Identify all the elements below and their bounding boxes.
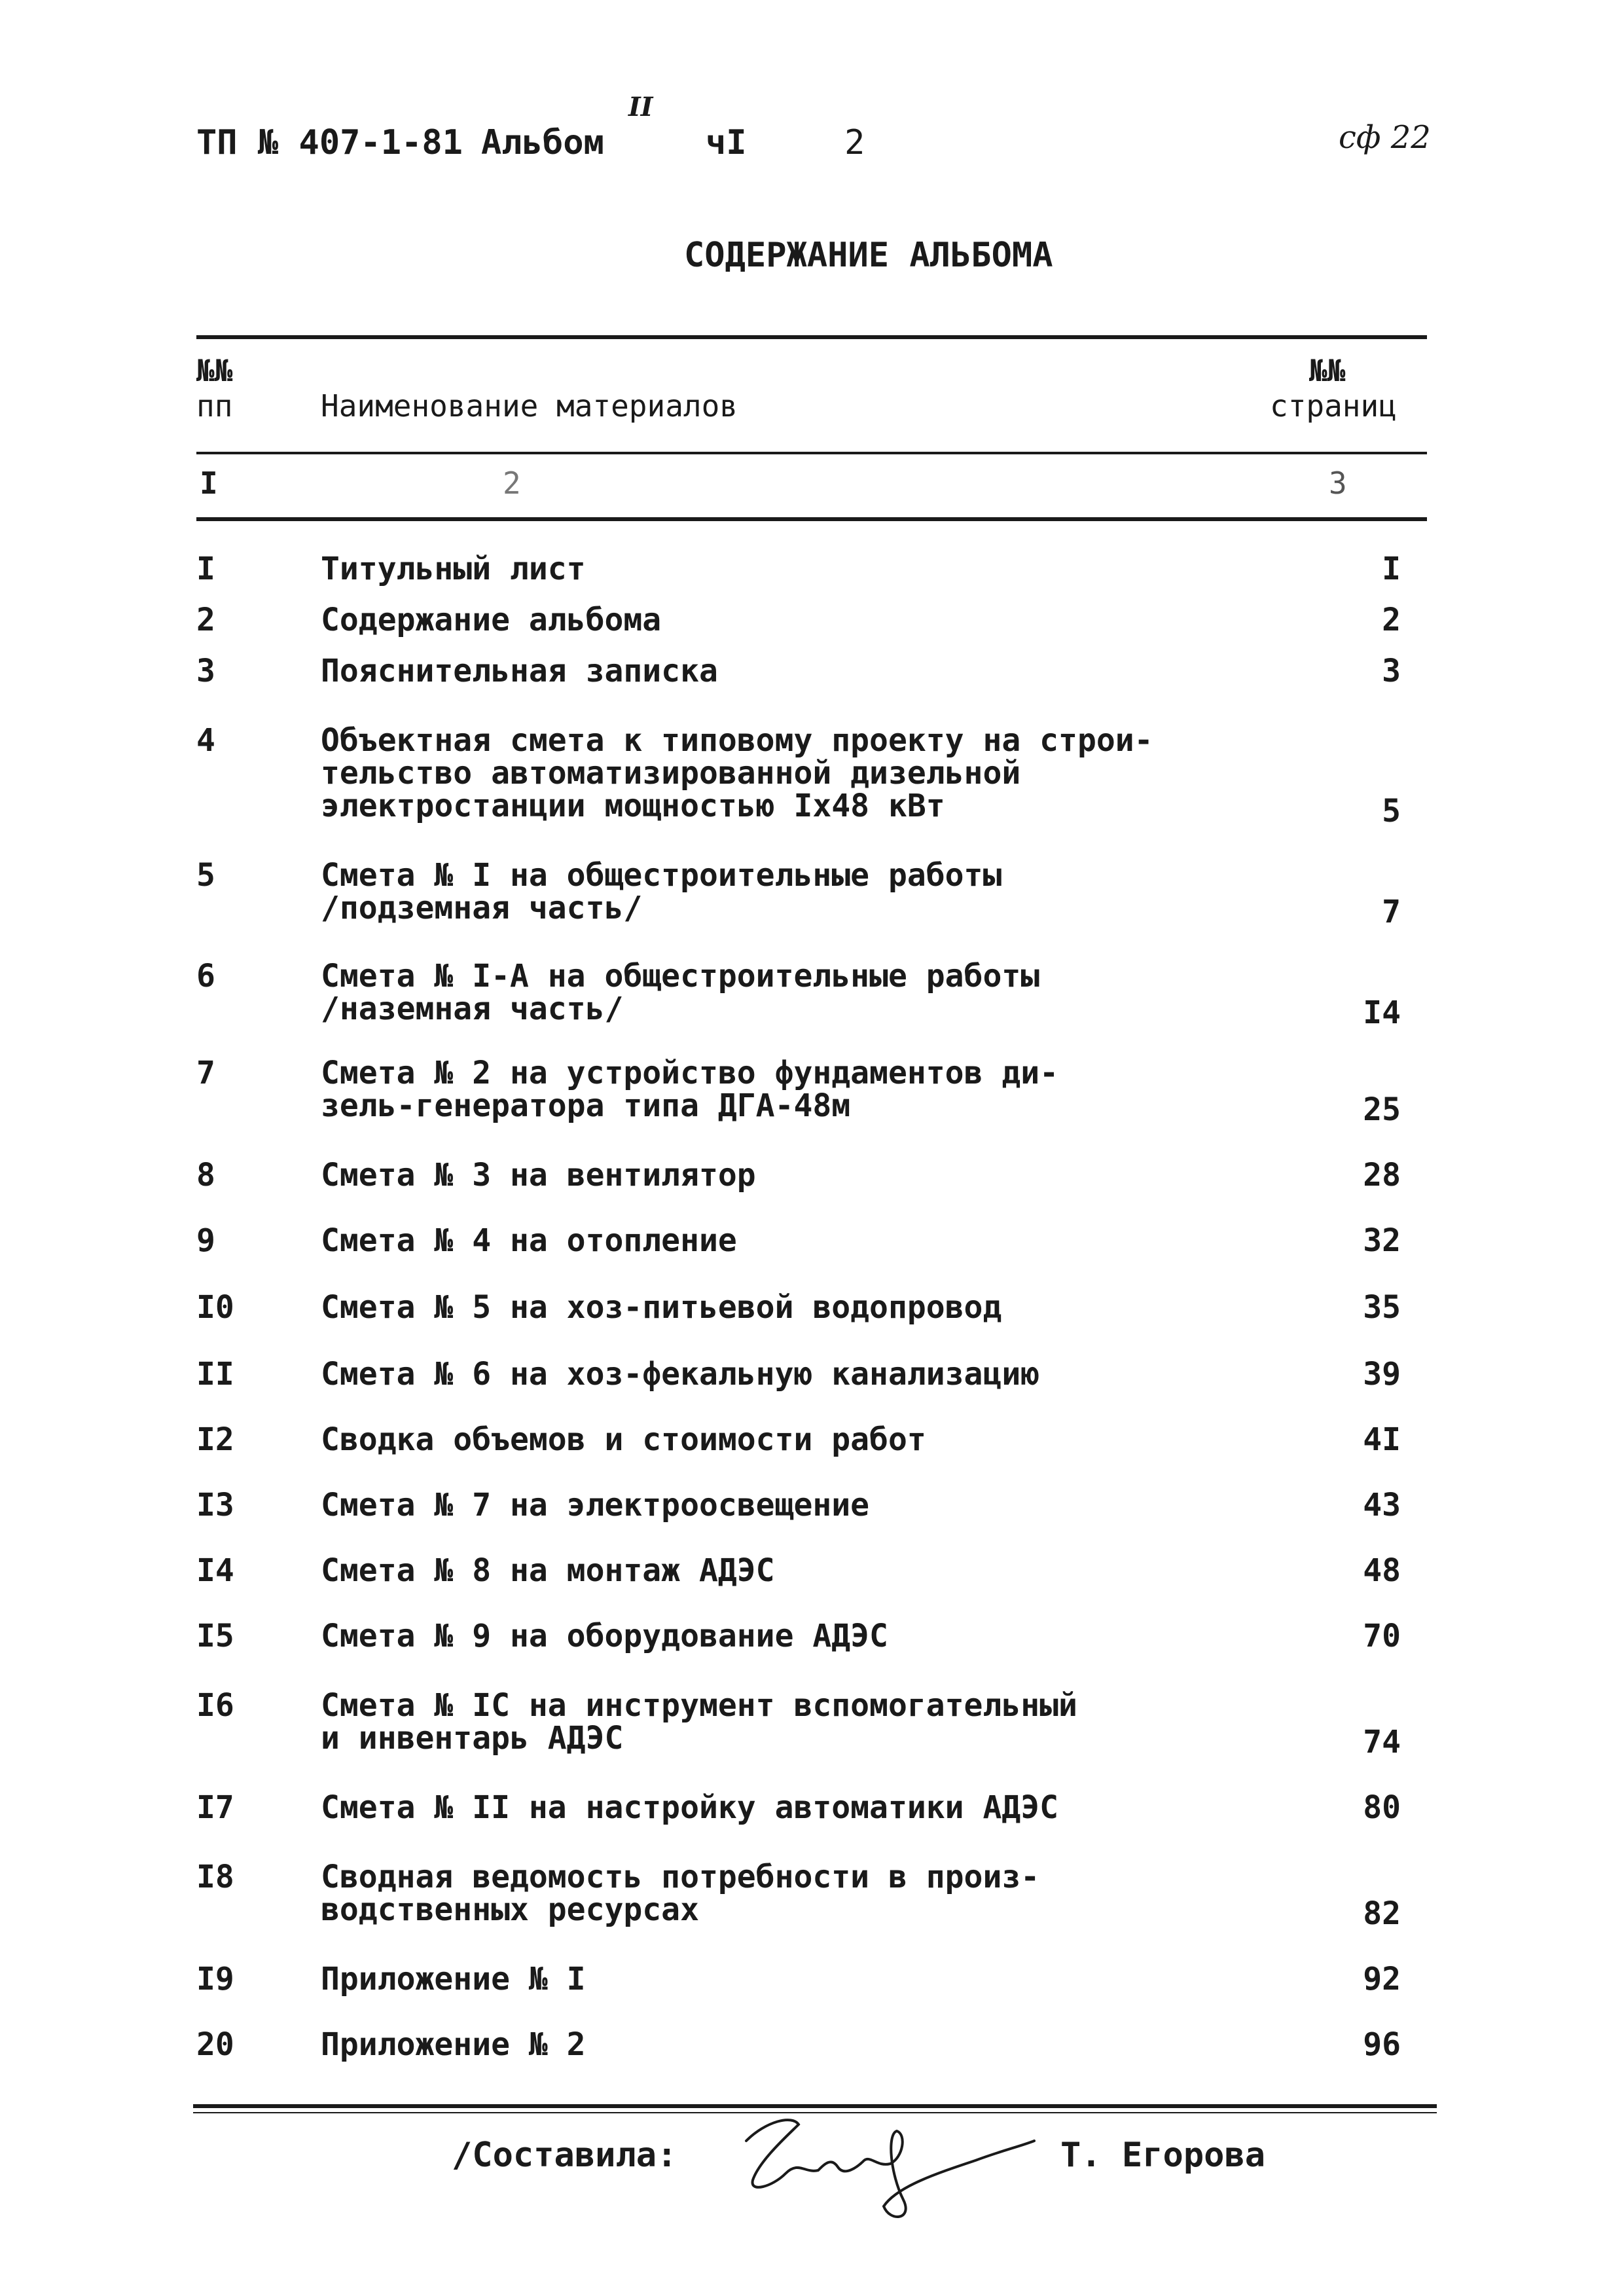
row-page: 80 (1363, 1789, 1401, 1826)
row-number: I7 (196, 1789, 234, 1826)
row-number: I4 (196, 1552, 234, 1589)
row-title-line-2: зель-генератора типа ДГА-48м (321, 1087, 851, 1124)
row-number: 8 (196, 1157, 215, 1194)
row-title-line-2: /наземная часть/ (321, 991, 624, 1027)
table-row (196, 1859, 1427, 1931)
row-title-line-2: и инвентарь АДЭС (321, 1720, 624, 1757)
row-page: 7 (1382, 894, 1401, 930)
row-number: I9 (196, 1961, 234, 1997)
row-page: 96 (1363, 2026, 1401, 2063)
row-title: Смета № 9 на оборудование АДЭС (321, 1618, 888, 1654)
row-page: 5 (1382, 793, 1401, 829)
row-title: Смета № 6 на хоз-фекальную канализацию (321, 1356, 1040, 1393)
row-title-line-2: водственных ресурсах (321, 1891, 699, 1928)
row-page: 70 (1363, 1618, 1401, 1654)
row-title: Смета № 5 на хоз-питьевой водопровод (321, 1289, 1002, 1326)
row-number: I3 (196, 1487, 234, 1523)
row-title-line-2: /подземная часть/ (321, 890, 643, 926)
col-number-2: 2 (503, 465, 521, 501)
table-row (196, 858, 1427, 930)
row-title: Пояснительная записка (321, 653, 718, 689)
row-page: 82 (1363, 1895, 1401, 1932)
album-number: II (628, 92, 653, 122)
row-page: 48 (1363, 1552, 1401, 1589)
page-number: 2 (844, 123, 865, 162)
row-number: 4 (196, 722, 215, 759)
row-number: I6 (196, 1687, 234, 1724)
row-title-line-1: Объектная смета к типовому проекту на строи- (321, 722, 1153, 759)
row-title: Приложение № I (321, 1961, 586, 1997)
col-name-header: Наименование материалов (321, 388, 738, 424)
table-row (196, 1055, 1427, 1127)
row-number: 5 (196, 857, 215, 894)
col-num-top: №№ (196, 353, 233, 388)
row-title-line-1: Смета № 2 на устройство фундаментов ди- (321, 1055, 1059, 1091)
row-number: 9 (196, 1222, 215, 1259)
row-title: Смета № 7 на электроосвещение (321, 1487, 870, 1523)
row-number: 7 (196, 1055, 215, 1091)
col-page-bottom: страниц (1270, 388, 1397, 424)
row-page: I4 (1363, 994, 1401, 1031)
album-label: Альбом (481, 123, 604, 162)
row-number: I (196, 551, 215, 587)
table-top-rule (196, 335, 1427, 339)
project-code: ТП № 407-1-81 (196, 123, 463, 162)
row-number: I0 (196, 1289, 234, 1326)
col-number-1: I (200, 465, 218, 501)
row-page: 32 (1363, 1222, 1401, 1259)
row-page: 4I (1363, 1421, 1401, 1458)
row-title: Титульный лист (321, 551, 586, 587)
handwritten-signature (727, 2095, 1054, 2226)
row-number: I8 (196, 1859, 234, 1895)
row-title-line-1: Смета № I на общестроительные работы (321, 857, 1002, 894)
row-page: 74 (1363, 1724, 1401, 1760)
page-title: СОДЕРЖАНИЕ АЛЬБОМА (684, 236, 1053, 275)
row-title: Смета № 3 на вентилятор (321, 1157, 756, 1194)
row-title: Сводка объемов и стоимости работ (321, 1421, 926, 1458)
row-number: 2 (196, 602, 215, 638)
row-page: 39 (1363, 1356, 1401, 1393)
row-title: Смета № II на настройку автоматики АДЭС (321, 1789, 1059, 1826)
row-page: 43 (1363, 1487, 1401, 1523)
row-page: 28 (1363, 1157, 1401, 1194)
col-number-3: 3 (1329, 465, 1347, 501)
compiled-by-label: /Составила: (452, 2136, 677, 2175)
row-number: I5 (196, 1618, 234, 1654)
col-num-bottom: пп (196, 388, 233, 424)
row-title: Смета № 8 на монтаж АДЭС (321, 1552, 775, 1589)
part-label: чI (706, 123, 747, 162)
row-number: II (196, 1356, 234, 1393)
row-title-line-1: Смета № IC на инструмент вспомогательный (321, 1687, 1077, 1724)
col-page-top: №№ (1309, 353, 1346, 388)
compiler-name: Т. Егорова (1060, 2136, 1266, 2175)
row-number: 20 (196, 2026, 234, 2063)
row-title: Содержание альбома (321, 602, 662, 638)
table-row (196, 958, 1427, 1030)
row-title: Смета № 4 на отопление (321, 1222, 737, 1259)
row-title-line-1: Смета № I-А на общестроительные работы (321, 958, 1040, 994)
row-number: I2 (196, 1421, 234, 1458)
corner-note: сф 22 (1339, 119, 1431, 156)
table-row (196, 1688, 1427, 1760)
row-number: 6 (196, 958, 215, 994)
row-page: 2 (1382, 602, 1401, 638)
row-title-line-1: Сводная ведомость потребности в произ- (321, 1859, 1040, 1895)
row-title-line-2: тельство автоматизированной дизельной (321, 755, 1021, 792)
row-page: 3 (1382, 653, 1401, 689)
row-page: I (1382, 551, 1401, 587)
table-row (196, 723, 1427, 829)
row-page: 35 (1363, 1289, 1401, 1326)
row-page: 25 (1363, 1091, 1401, 1128)
row-title-line-3: электростанции мощностью Iх48 кВт (321, 788, 945, 824)
row-page: 92 (1363, 1961, 1401, 1997)
row-number: 3 (196, 653, 215, 689)
row-title: Приложение № 2 (321, 2026, 586, 2063)
table-header-rule (196, 452, 1427, 454)
table-columns-rule (196, 517, 1427, 521)
